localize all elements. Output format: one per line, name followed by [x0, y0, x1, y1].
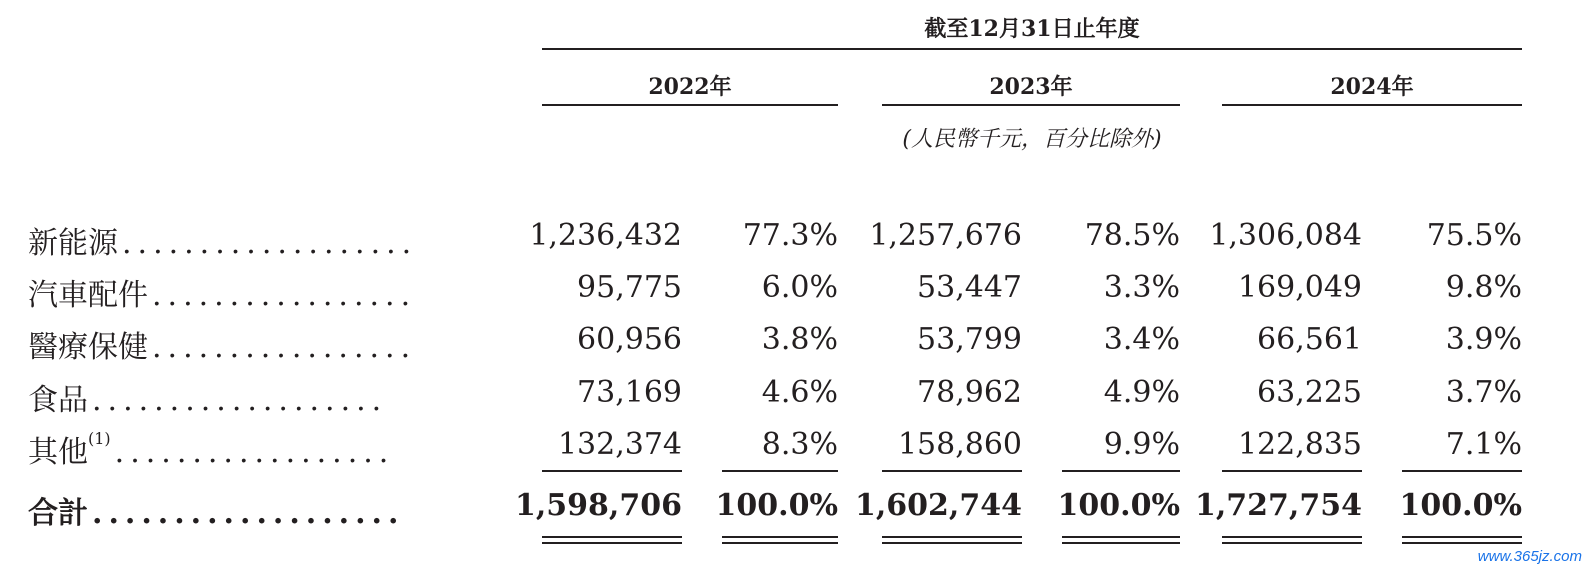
category-label: 其他 — [28, 435, 88, 470]
leader-dots: ................... — [92, 383, 388, 418]
amount-cell: 158,860 — [897, 427, 1022, 462]
period-title: 截至12月31日止年度 — [924, 16, 1140, 42]
percent-cell: 3.8% — [761, 322, 838, 357]
total-double-rule — [542, 536, 682, 538]
year-rule-2024 — [1222, 104, 1522, 106]
subtotal-rule — [722, 470, 838, 472]
row-label — [28, 322, 498, 366]
amount-cell: 78,962 — [917, 375, 1022, 410]
amount-cell: 1,236,432 — [529, 218, 682, 253]
total-double-rule — [1222, 536, 1362, 538]
percent-cell: 78.5% — [1084, 218, 1180, 253]
amount-cell: 60,956 — [577, 322, 682, 357]
total-amount-cell: 1,727,754 — [1194, 488, 1362, 523]
year-rule-2023 — [882, 104, 1180, 106]
subtotal-rule — [882, 470, 1022, 472]
amount-cell: 1,257,676 — [869, 218, 1022, 253]
total-double-rule — [1402, 542, 1522, 544]
amount-cell: 132,374 — [557, 427, 682, 462]
total-double-rule — [722, 536, 838, 538]
subtotal-rule — [542, 470, 682, 472]
row-label — [28, 218, 498, 262]
row-label — [28, 270, 498, 314]
percent-cell: 8.3% — [761, 427, 838, 462]
year-header-2023: 2023年 — [989, 74, 1073, 100]
category-label: 汽車配件 — [28, 278, 148, 313]
total-label: 合計 — [28, 496, 88, 531]
total-double-rule — [882, 536, 1022, 538]
percent-cell: 77.3% — [742, 218, 838, 253]
percent-cell: 7.1% — [1445, 427, 1522, 462]
percent-cell: 4.9% — [1103, 375, 1180, 410]
amount-cell: 169,049 — [1237, 270, 1362, 305]
total-double-rule — [1062, 536, 1180, 538]
percent-cell: 4.6% — [761, 375, 838, 410]
year-header-2022: 2022年 — [648, 74, 732, 100]
total-row-label — [28, 488, 498, 532]
row-label — [28, 375, 498, 419]
total-double-rule — [722, 542, 838, 544]
total-double-rule — [1402, 536, 1522, 538]
leader-dots: .................. — [114, 435, 395, 470]
footnote-marker: (1) — [88, 429, 111, 448]
percent-cell: 3.9% — [1445, 322, 1522, 357]
subtotal-rule — [1402, 470, 1522, 472]
category-label: 醫療保健 — [28, 330, 148, 365]
unit-note: (人民幣千元，百分比除外) — [902, 127, 1162, 152]
percent-cell: 3.3% — [1103, 270, 1180, 305]
percent-cell: 75.5% — [1426, 218, 1522, 253]
amount-cell: 53,799 — [917, 322, 1022, 357]
subtotal-rule — [1222, 470, 1362, 472]
category-label: 新能源 — [28, 226, 118, 261]
subtotal-rule — [1062, 470, 1180, 472]
percent-cell: 3.7% — [1445, 375, 1522, 410]
percent-cell: 3.4% — [1103, 322, 1180, 357]
amount-cell: 66,561 — [1257, 322, 1362, 357]
total-amount-cell: 1,602,744 — [854, 488, 1022, 523]
percent-cell: 9.9% — [1103, 427, 1180, 462]
percent-cell: 9.8% — [1445, 270, 1522, 305]
percent-cell: 6.0% — [761, 270, 838, 305]
total-double-rule — [1222, 542, 1362, 544]
category-label: 食品 — [28, 383, 88, 418]
amount-cell: 63,225 — [1257, 375, 1362, 410]
leader-dots: ................. — [152, 278, 417, 313]
total-amount-cell: 1,598,706 — [514, 488, 682, 523]
total-double-rule — [542, 542, 682, 544]
amount-cell: 1,306,084 — [1209, 218, 1362, 253]
row-label — [28, 427, 498, 471]
total-double-rule — [882, 542, 1022, 544]
total-percent-cell: 100.0% — [715, 488, 838, 523]
leader-dots: ................... — [122, 226, 418, 261]
watermark: www.365jz.com — [1472, 546, 1588, 567]
amount-cell: 53,447 — [917, 270, 1022, 305]
year-header-2024: 2024年 — [1330, 74, 1414, 100]
total-percent-cell: 100.0% — [1057, 488, 1180, 523]
amount-cell: 122,835 — [1237, 427, 1362, 462]
amount-cell: 73,169 — [577, 375, 682, 410]
leader-dots: ................... — [92, 496, 405, 531]
leader-dots: ................. — [152, 330, 417, 365]
amount-cell: 95,775 — [577, 270, 682, 305]
total-double-rule — [1062, 542, 1180, 544]
year-rule-2022 — [542, 104, 838, 106]
header-rule — [542, 48, 1522, 50]
total-percent-cell: 100.0% — [1399, 488, 1522, 523]
